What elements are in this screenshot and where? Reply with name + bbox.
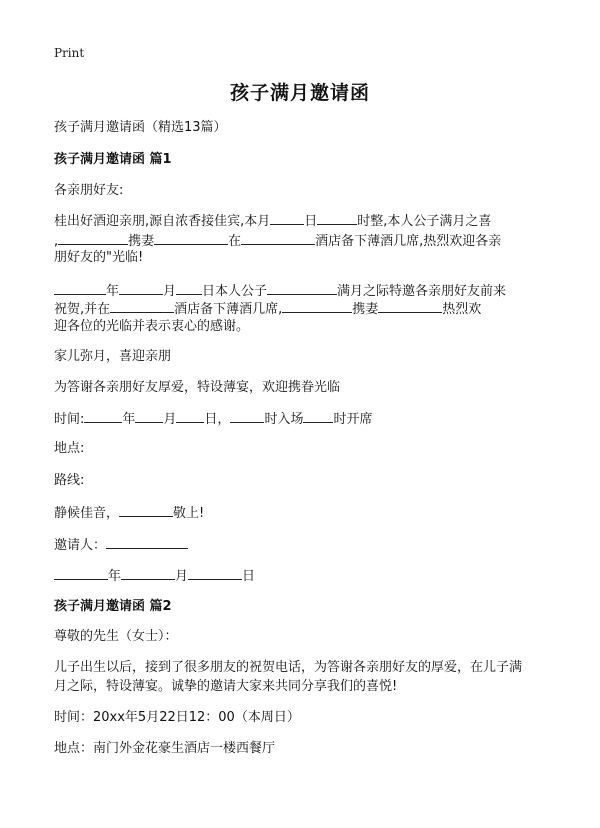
text-segment: 酒店备下薄酒几席,热烈欢迎各亲 bbox=[315, 234, 502, 249]
route-label: 路线: bbox=[54, 473, 85, 488]
date-line bbox=[54, 565, 554, 588]
thanks-line: 为答谢各亲朋好友厚爱，特设薄宴，欢迎携眷光临 bbox=[54, 380, 341, 395]
paragraph1-line3: 朋好友的"光临! bbox=[54, 250, 144, 265]
page-title: 孩子满月邀请函 bbox=[229, 82, 370, 104]
blank-line bbox=[303, 408, 333, 423]
text-segment: 热烈欢 bbox=[442, 302, 482, 317]
blank-line bbox=[119, 280, 163, 295]
blank-line bbox=[176, 408, 204, 423]
text-segment: 祝贺,并在 bbox=[54, 302, 111, 317]
blank-line bbox=[267, 280, 337, 295]
document-subtitle: 孩子满月邀请函（精选13篇） bbox=[54, 120, 227, 135]
blank-line bbox=[119, 502, 173, 517]
text-segment: 携妻 bbox=[352, 302, 379, 317]
family-line: 家儿弥月，喜迎亲朋 bbox=[54, 349, 172, 364]
text-segment: 静候佳音， bbox=[54, 506, 120, 521]
inviter-line bbox=[54, 534, 554, 557]
section2-greeting: 尊敬的先生（女士）： bbox=[54, 629, 178, 644]
blank-line bbox=[282, 298, 352, 313]
text-segment: , bbox=[54, 234, 59, 249]
text-segment: 月 bbox=[175, 569, 189, 584]
text-segment: 年 bbox=[108, 569, 122, 584]
time-label: 时间: bbox=[54, 412, 85, 427]
text-segment: 桂出好酒迎亲朋,源自浓香接佳宾,本月 bbox=[54, 214, 271, 229]
text-segment: 月 bbox=[163, 284, 177, 299]
blank-line bbox=[154, 230, 228, 245]
section2-heading: 孩子满月邀请函 篇2 bbox=[54, 599, 172, 614]
blank-line bbox=[121, 565, 175, 580]
section2-place: 地点：南门外金花豪生酒店一楼西餐厅 bbox=[54, 741, 276, 756]
blank-line bbox=[230, 408, 264, 423]
place-label: 地点: bbox=[54, 441, 85, 456]
section2-body-line2: 月之际，特设薄宴。诚挚的邀请大家来共同分享我们的喜悦! bbox=[54, 679, 398, 694]
text-segment: 年 bbox=[122, 412, 136, 427]
blank-line bbox=[106, 534, 188, 549]
text-segment: 在 bbox=[228, 234, 242, 249]
section1-heading: 孩子满月邀请函 篇1 bbox=[54, 152, 172, 167]
text-segment: 满月之际特邀各亲朋好友前来 bbox=[337, 284, 507, 299]
print-label: Print bbox=[54, 46, 85, 60]
blank-line bbox=[58, 230, 128, 245]
section1-greeting: 各亲朋好友: bbox=[54, 183, 124, 198]
await-line bbox=[54, 502, 554, 525]
blank-line bbox=[135, 408, 163, 423]
section2-time: 时间：20xx年5月22日12：00（本周日） bbox=[54, 710, 300, 725]
blank-line bbox=[270, 210, 304, 225]
blank-line bbox=[84, 408, 122, 423]
text-segment: 时整,本人公子满月之喜 bbox=[357, 214, 492, 229]
time-line bbox=[54, 408, 554, 431]
text-segment: 酒店备下薄酒几席, bbox=[174, 302, 283, 317]
blank-line bbox=[378, 298, 442, 313]
text-segment: 日 bbox=[304, 214, 318, 229]
inviter-label: 邀请人： bbox=[54, 538, 107, 553]
text-segment: 日 bbox=[242, 569, 256, 584]
text-segment: 时开席 bbox=[333, 412, 373, 427]
text-segment: 年 bbox=[106, 284, 120, 299]
text-segment: 日， bbox=[204, 412, 231, 427]
blank-line bbox=[241, 230, 315, 245]
blank-line bbox=[317, 210, 357, 225]
text-segment: 携妻 bbox=[128, 234, 155, 249]
blank-line bbox=[54, 280, 106, 295]
text-segment: 敬上! bbox=[173, 506, 205, 521]
blank-line bbox=[176, 280, 202, 295]
text-segment: 日本人公子 bbox=[202, 284, 268, 299]
blank-line bbox=[110, 298, 174, 313]
section2-body-line1: 儿子出生以后，接到了很多朋友的祝贺电话，为答谢各亲朋好友的厚爱，在儿子满 bbox=[54, 660, 523, 675]
blank-line bbox=[188, 565, 242, 580]
text-segment: 月 bbox=[163, 412, 177, 427]
blank-line bbox=[54, 565, 108, 580]
paragraph2-line3: 迎各位的光临并表示衷心的感谢。 bbox=[54, 319, 250, 334]
text-segment: 时入场 bbox=[264, 412, 304, 427]
